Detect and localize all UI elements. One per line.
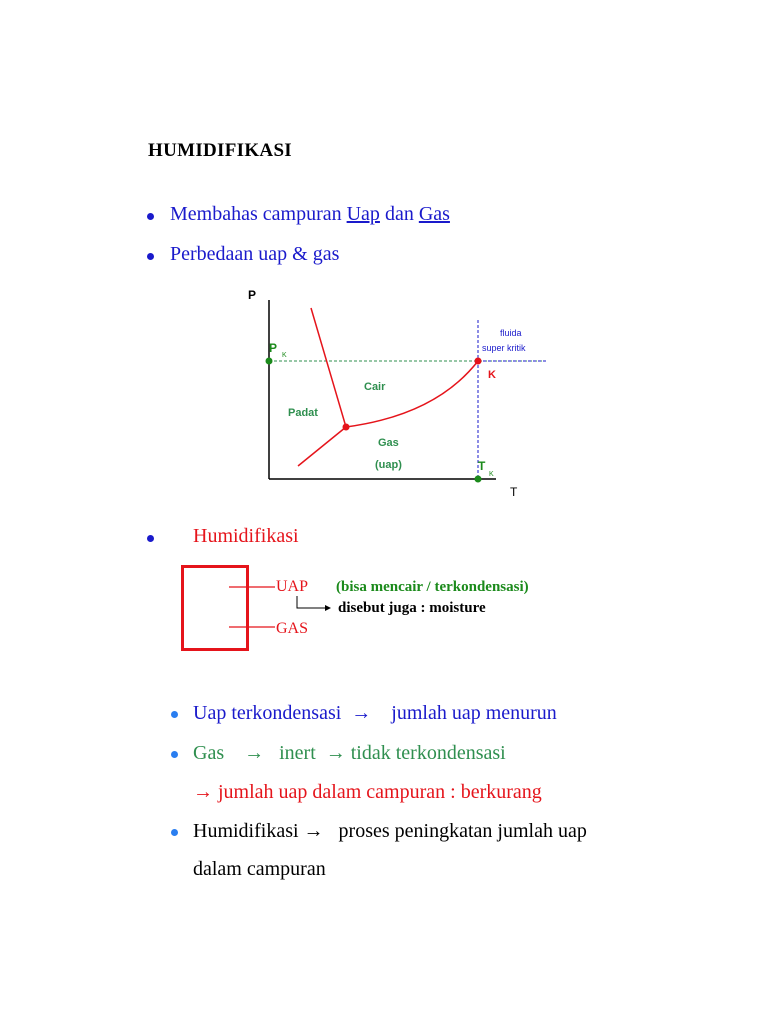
gas-label: GAS: [276, 620, 309, 637]
pk-subscript: K: [282, 352, 287, 359]
region-cair: Cair: [364, 381, 386, 393]
bullet-dot: [171, 711, 178, 718]
k-label: K: [488, 369, 496, 381]
bullet-campuran-prefix: Membahas campuran: [170, 203, 347, 225]
pk-point: [266, 358, 273, 365]
tk-point: [475, 476, 482, 483]
page-title: HUMIDIFIKASI: [148, 140, 293, 161]
point-humidifikasi-def-2: dalam campuran: [193, 858, 326, 880]
bullet-dot: [171, 829, 178, 836]
gas-underlined: Gas: [418, 203, 450, 225]
x-axis-label: T: [510, 485, 518, 499]
tk-subscript: K: [489, 471, 494, 478]
bullet-perbedaan: Perbedaan uap & gas: [170, 243, 340, 265]
y-axis-label: P: [248, 288, 257, 302]
point-gas-inert: Gas → inert → tidak terkondensasi: [193, 742, 506, 764]
bullet-dot: [147, 213, 154, 220]
uap-underlined: Uap: [346, 203, 380, 225]
region-uap: (uap): [375, 459, 402, 471]
critical-point: [475, 358, 482, 365]
humidifikasi-heading: Humidifikasi: [193, 525, 299, 547]
fluida-label: fluida: [500, 328, 522, 338]
phase-diagram: [236, 280, 556, 510]
pk-label: P: [269, 341, 278, 355]
moisture-note: disebut juga : moisture: [338, 600, 486, 616]
triple-point: [343, 424, 350, 431]
superkritik-label: super kritik: [482, 343, 526, 353]
condensation-note: (bisa mencair / terkondensasi): [336, 579, 529, 595]
bullet-dot: [147, 253, 154, 260]
point-jumlah-berkurang: → jumlah uap dalam campuran : berkurang: [193, 781, 542, 803]
vaporization-curve: [346, 361, 478, 427]
bullet-dot: [147, 535, 154, 542]
uap-label: UAP: [276, 578, 309, 595]
point-uap-terkondensasi: Uap terkondensasi → jumlah uap menurun: [193, 702, 557, 724]
region-padat: Padat: [288, 407, 318, 419]
region-gas: Gas: [378, 437, 399, 449]
bullet-dot: [171, 751, 178, 758]
sublimation-curve: [298, 427, 346, 466]
bullet-campuran: [170, 203, 450, 226]
point-humidifikasi-def-1: Humidifikasi → proses peningkatan jumlah uap: [193, 820, 587, 842]
bullet-campuran-middle: dan: [379, 203, 419, 225]
tk-label: T: [478, 459, 486, 473]
